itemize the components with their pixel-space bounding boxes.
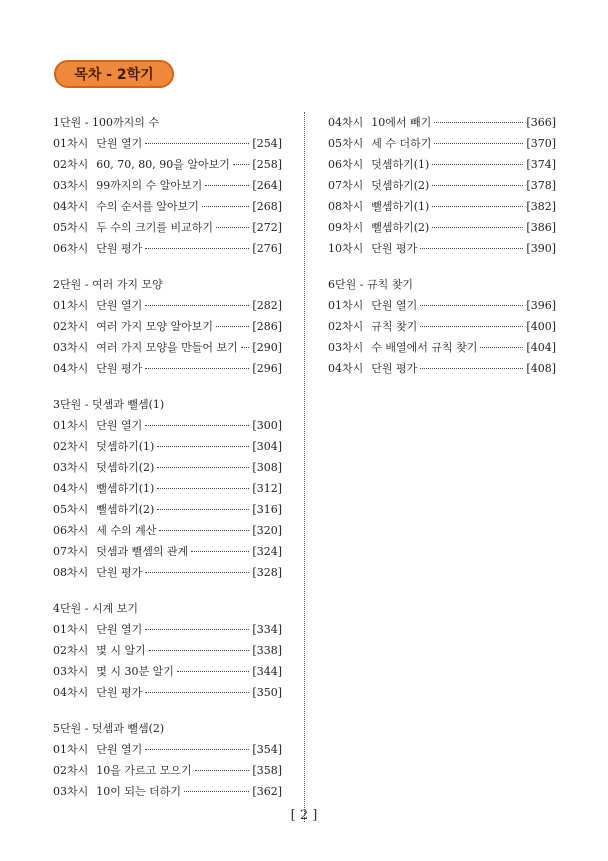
lesson-name: 수의 순서를 알아보기: [96, 200, 199, 213]
toc-unit: [53, 394, 282, 583]
dot-leader: [216, 227, 249, 228]
lesson-page: [334]: [252, 623, 282, 636]
toc-entry: [53, 541, 282, 562]
lesson-name: 몇 시 30분 알기: [96, 665, 174, 678]
toc-entry: [53, 457, 282, 478]
toc-entry: [328, 316, 556, 337]
dot-leader: [241, 347, 250, 348]
dot-leader: [432, 164, 523, 165]
dot-leader: [233, 164, 250, 165]
lesson-name: 10이 되는 더하기: [96, 785, 181, 798]
dot-leader: [432, 227, 523, 228]
dot-leader: [145, 368, 249, 369]
dot-leader: [420, 305, 523, 306]
lesson-name: 뺄셈하기(1): [96, 482, 155, 495]
lesson-number: 03차시: [53, 785, 89, 798]
lesson-name: 덧셈하기(1): [371, 158, 430, 171]
lesson-number: 03차시: [53, 665, 89, 678]
unit-title: 2단원 - 여러 가지 모양: [53, 278, 163, 291]
dot-leader: [157, 467, 249, 468]
dot-leader: [145, 692, 249, 693]
toc-entry: [53, 760, 282, 781]
lesson-number: 01차시: [53, 743, 89, 756]
lesson-number: 02차시: [53, 644, 89, 657]
toc-entry: [53, 739, 282, 760]
lesson-name: 수 배열에서 규칙 찾기: [371, 341, 478, 354]
dot-leader: [432, 206, 523, 207]
lesson-page: [264]: [252, 179, 282, 192]
lesson-page: [320]: [252, 524, 282, 537]
lesson-page: [254]: [252, 137, 282, 150]
lesson-page: [386]: [526, 221, 556, 234]
lesson-number: 05차시: [53, 221, 89, 234]
toc-entry: [328, 154, 556, 175]
toc-entry: [53, 154, 282, 175]
lesson-name: 세 수의 계산: [96, 524, 157, 537]
lesson-number: 07차시: [328, 179, 364, 192]
toc-entry: [53, 682, 282, 703]
lesson-page: [354]: [252, 743, 282, 756]
lesson-name: 여러 가지 모양 알아보기: [96, 320, 213, 333]
unit-title: 6단원 - 규칙 찾기: [328, 278, 413, 291]
lesson-page: [312]: [252, 482, 282, 495]
lesson-name: 단원 열기: [371, 299, 418, 312]
toc-entry: [53, 478, 282, 499]
lesson-name: 여러 가지 모양을 만들어 보기: [96, 341, 238, 354]
dot-leader: [145, 749, 249, 750]
lesson-name: 몇 시 알기: [96, 644, 146, 657]
dot-leader: [420, 248, 523, 249]
lesson-number: 08차시: [53, 566, 89, 579]
toc-entry: [53, 499, 282, 520]
lesson-number: 10차시: [328, 242, 364, 255]
lesson-page: [282]: [252, 299, 282, 312]
dot-leader: [432, 185, 523, 186]
toc-entry: [53, 133, 282, 154]
lesson-number: 08차시: [328, 200, 364, 213]
lesson-number: 01차시: [53, 299, 89, 312]
lesson-name: 99까지의 수 알아보기: [96, 179, 203, 192]
dot-leader: [145, 629, 249, 630]
lesson-number: 05차시: [328, 137, 364, 150]
dot-leader: [145, 572, 249, 573]
toc-title: 목차 - 2학기: [74, 67, 154, 83]
lesson-page: [350]: [252, 686, 282, 699]
dot-leader: [159, 530, 249, 531]
dot-leader: [184, 791, 249, 792]
lesson-name: 덧셈하기(2): [371, 179, 430, 192]
lesson-page: [268]: [252, 200, 282, 213]
toc-unit: [328, 274, 556, 379]
dot-leader: [434, 143, 523, 144]
lesson-page: [316]: [252, 503, 282, 516]
lesson-page: [400]: [526, 320, 556, 333]
toc-entry: [328, 196, 556, 217]
lesson-number: 04차시: [53, 482, 89, 495]
lesson-number: 03차시: [328, 341, 364, 354]
lesson-page: [382]: [526, 200, 556, 213]
lesson-name: 단원 평가: [96, 362, 143, 375]
dot-leader: [145, 305, 249, 306]
lesson-number: 06차시: [53, 524, 89, 537]
lesson-name: 단원 열기: [96, 419, 143, 432]
lesson-number: 05차시: [53, 503, 89, 516]
toc-unit: [53, 274, 282, 379]
toc-entry: [53, 175, 282, 196]
toc-entry: [328, 295, 556, 316]
lesson-name: 60, 70, 80, 90을 알아보기: [96, 158, 230, 171]
lesson-number: 04차시: [53, 686, 89, 699]
column-divider: [304, 112, 305, 822]
lesson-name: 규칙 찾기: [371, 320, 418, 333]
lesson-name: 단원 열기: [96, 299, 143, 312]
lesson-page: [328]: [252, 566, 282, 579]
toc-entry: [53, 661, 282, 682]
lesson-number: 06차시: [328, 158, 364, 171]
lesson-name: 덧셈과 뺄셈의 관계: [96, 545, 189, 558]
lesson-page: [276]: [252, 242, 282, 255]
lesson-number: 02차시: [53, 320, 89, 333]
dot-leader: [145, 143, 249, 144]
toc-entry: [328, 175, 556, 196]
lesson-number: 01차시: [53, 623, 89, 636]
dot-leader: [157, 446, 249, 447]
lesson-number: 04차시: [53, 362, 89, 375]
lesson-page: [308]: [252, 461, 282, 474]
lesson-name: 두 수의 크기를 비교하기: [96, 221, 213, 234]
toc-entry: [53, 415, 282, 436]
lesson-page: [370]: [526, 137, 556, 150]
dot-leader: [205, 185, 249, 186]
page-number: [ 2 ]: [290, 808, 318, 823]
lesson-page: [378]: [526, 179, 556, 192]
toc-entry: [53, 619, 282, 640]
lesson-number: 01차시: [53, 419, 89, 432]
lesson-name: 10에서 빼기: [371, 116, 432, 129]
lesson-page: [286]: [252, 320, 282, 333]
toc-entry: [53, 295, 282, 316]
unit-title: 5단원 - 덧셈과 뺄셈(2): [53, 722, 165, 735]
dot-leader: [216, 326, 249, 327]
lesson-name: 단원 평가: [371, 362, 418, 375]
lesson-number: 04차시: [328, 362, 364, 375]
dot-leader: [177, 671, 250, 672]
lesson-name: 단원 평가: [371, 242, 418, 255]
lesson-name: 단원 평가: [96, 566, 143, 579]
lesson-page: [408]: [526, 362, 556, 375]
toc-entry: [53, 436, 282, 457]
dot-leader: [420, 368, 523, 369]
lesson-number: 04차시: [328, 116, 364, 129]
toc-unit: [53, 598, 282, 703]
toc-entry: [328, 112, 556, 133]
toc-entry: [328, 217, 556, 238]
toc-unit: [328, 112, 556, 259]
lesson-name: 덧셈하기(2): [96, 461, 155, 474]
dot-leader: [480, 347, 523, 348]
toc-unit: [53, 112, 282, 259]
lesson-name: 단원 열기: [96, 137, 143, 150]
lesson-page: [362]: [252, 785, 282, 798]
lesson-name: 덧셈하기(1): [96, 440, 155, 453]
lesson-page: [404]: [526, 341, 556, 354]
toc-entry: [53, 520, 282, 541]
lesson-name: 단원 열기: [96, 743, 143, 756]
dot-leader: [149, 650, 250, 651]
toc-entry: [328, 337, 556, 358]
toc-column-left: [53, 112, 282, 817]
dot-leader: [145, 248, 249, 249]
lesson-page: [290]: [252, 341, 282, 354]
lesson-number: 04차시: [53, 200, 89, 213]
lesson-number: 01차시: [53, 137, 89, 150]
lesson-name: 세 수 더하기: [371, 137, 432, 150]
lesson-name: 단원 평가: [96, 686, 143, 699]
unit-title: 3단원 - 덧셈과 뺄셈(1): [53, 398, 165, 411]
lesson-name: 뺄셈하기(2): [96, 503, 155, 516]
lesson-number: 02차시: [328, 320, 364, 333]
dot-leader: [157, 488, 249, 489]
toc-entry: [328, 358, 556, 379]
lesson-number: 01차시: [328, 299, 364, 312]
lesson-number: 03차시: [53, 179, 89, 192]
lesson-page: [344]: [252, 665, 282, 678]
dot-leader: [145, 425, 249, 426]
lesson-page: [396]: [526, 299, 556, 312]
lesson-page: [296]: [252, 362, 282, 375]
lesson-page: [300]: [252, 419, 282, 432]
lesson-name: 10을 가르고 모으기: [96, 764, 192, 777]
toc-entry: [53, 238, 282, 259]
dot-leader: [420, 326, 523, 327]
lesson-number: 02차시: [53, 440, 89, 453]
unit-title: 1단원 - 100까지의 수: [53, 116, 159, 129]
lesson-number: 03차시: [53, 461, 89, 474]
toc-entry: [53, 640, 282, 661]
lesson-name: 단원 열기: [96, 623, 143, 636]
lesson-page: [390]: [526, 242, 556, 255]
toc-entry: [328, 133, 556, 154]
toc-entry: [53, 337, 282, 358]
toc-entry: [53, 781, 282, 802]
dot-leader: [202, 206, 250, 207]
dot-leader: [195, 770, 250, 771]
toc-unit: [53, 718, 282, 802]
dot-leader: [191, 551, 249, 552]
toc-entry: [53, 358, 282, 379]
toc-entry: [53, 217, 282, 238]
lesson-name: 뺄셈하기(1): [371, 200, 430, 213]
toc-entry: [328, 238, 556, 259]
lesson-page: [358]: [252, 764, 282, 777]
lesson-page: [374]: [526, 158, 556, 171]
lesson-number: 06차시: [53, 242, 89, 255]
lesson-page: [272]: [252, 221, 282, 234]
toc-title-badge: [54, 60, 174, 88]
lesson-number: 02차시: [53, 764, 89, 777]
unit-title: 4단원 - 시계 보기: [53, 602, 138, 615]
toc-entry: [53, 196, 282, 217]
lesson-number: 03차시: [53, 341, 89, 354]
lesson-number: 09차시: [328, 221, 364, 234]
lesson-page: [366]: [526, 116, 556, 129]
lesson-number: 07차시: [53, 545, 89, 558]
dot-leader: [157, 509, 249, 510]
lesson-number: 02차시: [53, 158, 89, 171]
lesson-name: 단원 평가: [96, 242, 143, 255]
toc-entry: [53, 316, 282, 337]
toc-column-right: [328, 112, 556, 394]
dot-leader: [434, 122, 523, 123]
lesson-page: [304]: [252, 440, 282, 453]
lesson-page: [258]: [252, 158, 282, 171]
lesson-name: 뺄셈하기(2): [371, 221, 430, 234]
lesson-page: [338]: [252, 644, 282, 657]
lesson-page: [324]: [252, 545, 282, 558]
toc-entry: [53, 562, 282, 583]
